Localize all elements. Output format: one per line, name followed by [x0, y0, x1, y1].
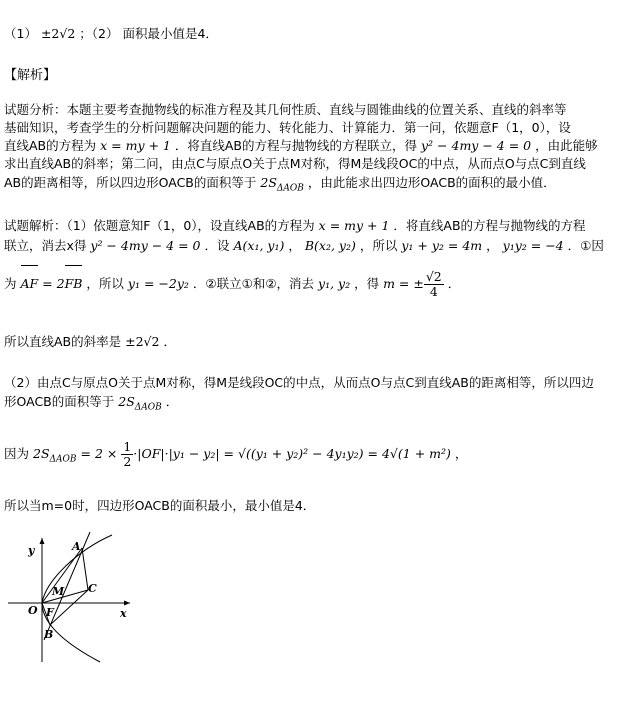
part2-area-sub: ΔAOB [134, 402, 162, 413]
because-lhs [33, 446, 77, 465]
analysis-line-3-text-c: ，由此能够 [535, 138, 598, 153]
slope-value: ±2√2 [125, 334, 160, 349]
solution-line-3-text-c: ．②联立①和②，消去 [192, 276, 315, 291]
analysis-line-3-text-b: ．将直线AB的方程与抛物线的方程联立，得 [174, 138, 418, 153]
label-c: C [88, 582, 97, 595]
area-expression [260, 175, 304, 194]
point-b-coords: B(x₂, y₂) [304, 238, 356, 253]
line-equation: x = my + 1 [100, 138, 171, 153]
part2-line-2 [4, 393, 178, 411]
part2-line-2-end: ． [165, 394, 179, 409]
quadratic-equation: y² − 4my − 4 = 0 [421, 138, 532, 153]
x-axis-arrow-icon [124, 601, 130, 606]
vector-af: AF [21, 268, 39, 300]
part2-area-main: 2S [118, 394, 135, 409]
solution-line-3-end: ． [447, 276, 461, 291]
solution-line-3 [4, 268, 460, 300]
label-b: B [44, 628, 54, 641]
point-a-coords: A(x₁, y₁) [233, 238, 285, 253]
solution-line-2-text-c: ，所以 [359, 238, 398, 253]
label-m: M [52, 585, 65, 598]
label-f: F [46, 606, 54, 619]
solution-line-1-text-a: 试题解析：（1）依题意知F（1，0），设直线AB的方程为 [4, 218, 315, 233]
part2-line-2-text: 形OACB的面积等于 [4, 394, 115, 409]
because-rest: ·|OF|·|y₁ − y₂| = √((y₁ + y₂)² − 4y₁y₂) = 4√(1 + m²) [133, 446, 451, 461]
because-lhs-sub: ΔAOB [49, 454, 77, 465]
answer-separator: ；（2） [79, 26, 119, 41]
root-sum: y₁ + y₂ = 4m [401, 238, 483, 253]
analysis-heading: 【解析】 [4, 68, 57, 83]
part2-line-1: （2）由点C与原点O关于点M对称，得M是线段OC的中点，从而点O与点C到直线AB的距离相等，所以四边 [4, 375, 594, 390]
analysis-line-3 [4, 137, 598, 155]
analysis-line-4: 求出直线AB的斜率；第二问，由点C与原点O关于点M对称，得M是线段OC的中点，从而点O与点C到直线 [4, 156, 586, 171]
because-end: ， [454, 446, 468, 461]
answer-line [4, 25, 218, 43]
half-numerator: 1 [123, 439, 132, 454]
slope-line [4, 333, 176, 351]
parabola-diagram [8, 530, 148, 670]
y-relation: y₁ = −2y₂ [127, 276, 189, 291]
y-axis-arrow-icon [40, 538, 45, 544]
one-half-fraction [121, 440, 133, 469]
label-o: O [28, 604, 38, 617]
part2-area-expression [118, 394, 162, 413]
because-mid: = 2 × [76, 446, 122, 461]
slope-text: 所以直线AB的斜率是 [4, 334, 122, 349]
m-value-prefix: m = ± [383, 276, 424, 291]
solution-line-2-text-a: 联立，消去x得 [4, 238, 87, 253]
root-product: y₁y₂ = −4 [502, 238, 564, 253]
label-y: y [28, 544, 35, 557]
analysis-line-2: 基础知识，考查学生的分析问题解决问题的能力、转化能力、计算能力．第一问，依题意F（1，0），设 [4, 120, 571, 135]
geometry-figure [8, 530, 148, 673]
area-expression-main: 2S [260, 175, 277, 190]
vector-fb: FB [65, 268, 83, 300]
answer-part2-text: 面积最小值是4． [122, 26, 218, 41]
answer-part1-value: ±2√2 [40, 26, 76, 41]
slope-end: ． [163, 334, 176, 349]
solution-line-1-text-b: ．将直线AB的方程与抛物线的方程 [393, 218, 586, 233]
area-expression-sub: ΔAOB [276, 183, 304, 194]
solution-line-3-text-d: ，得 [354, 276, 380, 291]
solution-line-2-text-d: ．①因 [567, 238, 604, 253]
analysis-line-3-text-a: 直线AB的方程为 [4, 138, 97, 153]
half-denominator: 2 [123, 454, 132, 469]
solution-line-3-text-b: ，所以 [86, 276, 124, 291]
label-x: x [120, 607, 127, 620]
label-a: A [72, 540, 81, 553]
answer-part1-prefix: （1） [4, 26, 37, 41]
solution-line-equation: x = my + 1 [318, 218, 390, 233]
analysis-line-5-text-b: ，由此能求出四边形OACB的面积的最小值． [307, 175, 556, 190]
because-line [4, 438, 467, 470]
analysis-line-1: 试题分析：本题主要考查抛物线的标准方程及其几何性质、直线与圆锥曲线的位置关系、直线的斜率等 [4, 102, 567, 117]
eliminated-vars: y₁, y₂ [318, 276, 351, 291]
because-lhs-main: 2S [33, 446, 50, 461]
fraction-denominator: 4 [429, 284, 438, 299]
solution-line-3-text-a: 为 [4, 276, 17, 291]
solution-line-2-text-b: ．设 [204, 238, 230, 253]
because-text: 因为 [4, 446, 30, 461]
solution-quadratic: y² − 4my − 4 = 0 [90, 238, 201, 253]
final-line: 所以当m=0时，四边形OACB的面积最小，最小值是4． [4, 498, 316, 513]
solution-line-2 [4, 237, 604, 255]
fraction-numerator: √2 [425, 269, 442, 284]
separator: ， [486, 238, 499, 253]
analysis-line-5-text-a: AB的距离相等，所以四边形OACB的面积等于 [4, 175, 257, 190]
separator: ， [288, 238, 301, 253]
vector-equals: = 2 [38, 276, 65, 291]
analysis-line-5 [4, 174, 556, 192]
solution-line-1 [4, 217, 586, 235]
m-value-fraction [424, 270, 444, 299]
